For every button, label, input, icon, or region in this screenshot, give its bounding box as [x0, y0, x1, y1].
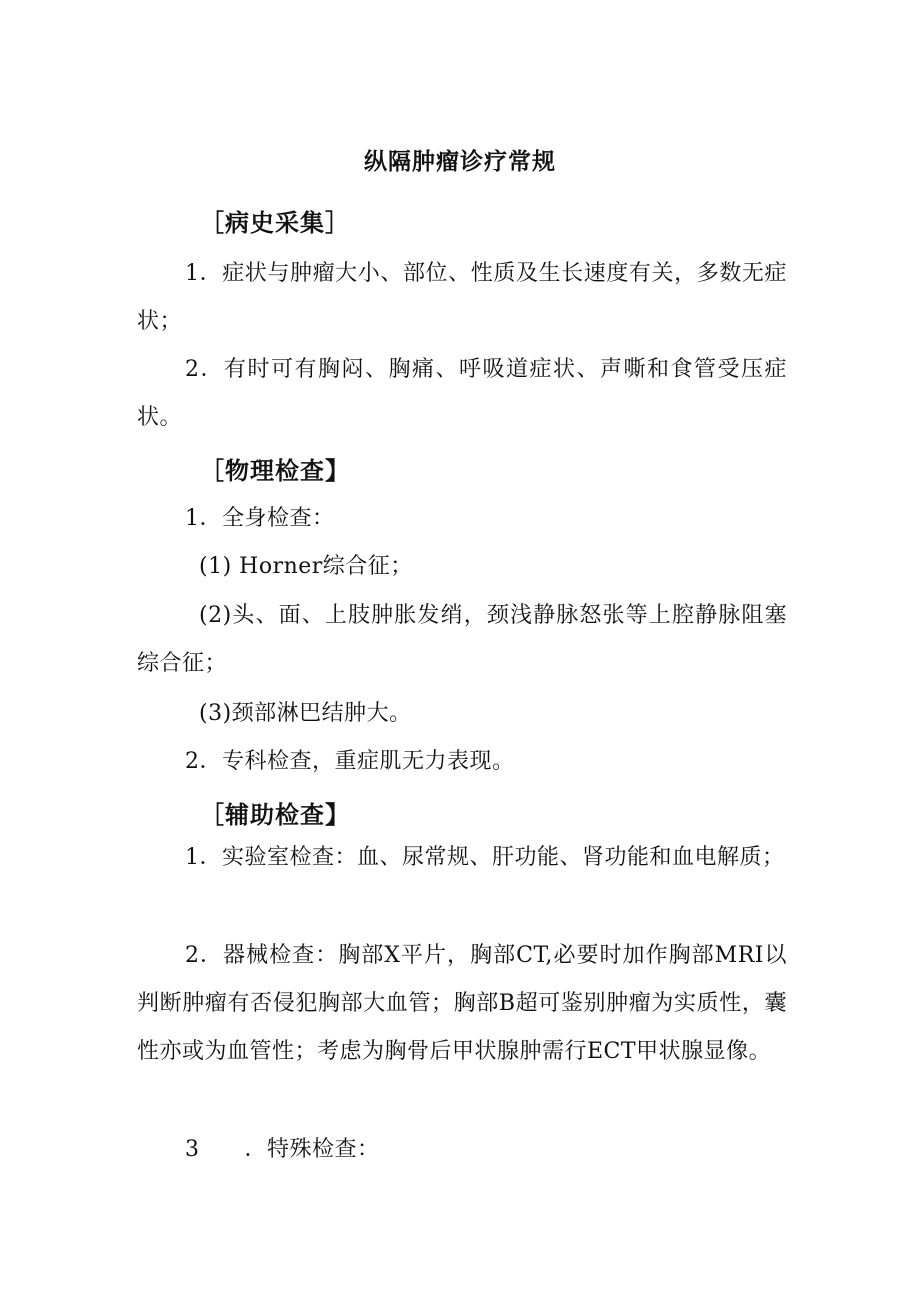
paragraph-physical-1-3 [137, 690, 787, 738]
paragraph-physical-1-2 [137, 592, 787, 688]
paragraph-text: (3)颈部淋巴结肿大。 [199, 701, 412, 726]
paragraph-text: 3 ．特殊检查： [185, 1137, 380, 1162]
paragraph-history-2 [137, 346, 787, 442]
paragraph-text: 2．有时可有胸闷、胸痛、呼吸道症状、声嘶和食管受压症状。 [137, 357, 787, 430]
paragraph-auxiliary-2 [137, 932, 787, 1076]
paragraph-physical-2 [137, 738, 787, 786]
paragraph-text: 1．症状与肿瘤大小、部位、性质及生长速度有关，多数无症状； [137, 261, 787, 334]
paragraph-text: 1．实验室检查：血、尿常规、肝功能、肾功能和血电解质； [185, 845, 785, 870]
paragraph-physical-1-1 [137, 543, 787, 591]
section-heading-auxiliary-exam: ［辅助检查】 [200, 800, 350, 829]
paragraph-text: (1) Horner综合征； [199, 554, 413, 579]
paragraph-text: (2)头、面、上肢肿胀发绡，颈浅静脉怒张等上腔静脉阻塞综合征； [137, 603, 787, 676]
section-heading-history: ［病史采集］ [200, 208, 350, 237]
paragraph-physical-1 [137, 495, 787, 543]
paragraph-auxiliary-3 [137, 1126, 787, 1174]
paragraph-auxiliary-1 [137, 834, 787, 882]
paragraph-history-1 [137, 250, 787, 346]
section-heading-physical-exam: ［物理检查】 [200, 456, 350, 485]
paragraph-text: 2．专科检查，重症肌无力表现。 [185, 749, 515, 774]
paragraph-text: 1．全身检查： [185, 506, 335, 531]
document-title: 纵隔肿瘤诊疗常规 [364, 148, 556, 175]
paragraph-text: 2．器械检查：胸部X平片，胸部CT,必要时加作胸部MRI以判断肿瘤有否侵犯胸部大血管；胸部B超可鉴别肿瘤为实质性，囊性亦或为血管性；考虑为胸骨后甲状腺肿需行ECT甲状腺显像。 [137, 943, 787, 1064]
